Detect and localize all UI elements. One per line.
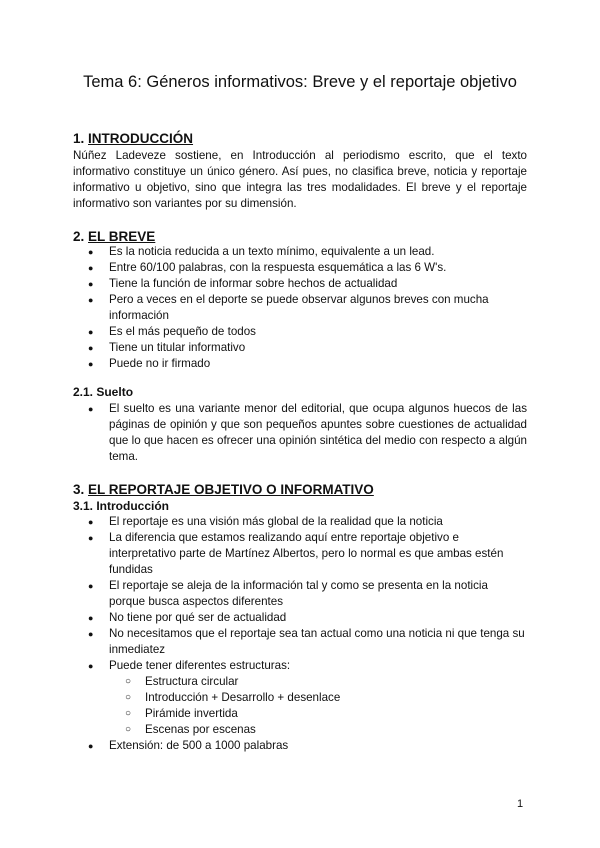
bullet-icon: ●	[88, 741, 94, 751]
bullet-icon: ●	[88, 247, 94, 257]
section-3-heading	[73, 481, 374, 498]
list-item: ● Tiene la función de informar sobre hechos de actualidad	[88, 277, 398, 290]
section-2-number: 2.	[73, 229, 85, 244]
list-item: ● El reportaje es una visión más global de la realidad que la noticia	[88, 515, 443, 528]
list-item: ● El reportaje se aleja de la información tal y como se presenta en la noticia porque busca aspectos diferentes	[88, 579, 488, 608]
bullet-icon: ●	[88, 517, 94, 527]
list-item: ● Tiene un titular informativo	[88, 341, 246, 354]
page-number: 1	[517, 798, 524, 810]
bullet-icon: ●	[88, 359, 94, 369]
list-item: ● Extensión: de 500 a 1000 palabras	[88, 739, 289, 752]
structures-sublist	[109, 674, 527, 738]
bullet-icon: ●	[88, 279, 94, 289]
bullet-icon: ●	[88, 343, 94, 353]
subsection-3-1-heading: 3.1. Introducción	[73, 499, 170, 513]
list-item: ● La diferencia que estamos realizando aquí entre reportaje objetivo e interpretativo parte de Martínez Albertos, pero lo normal es que ambas estén fundidas	[88, 531, 504, 576]
list-item: ● No tiene por qué ser de actualidad	[88, 611, 287, 624]
breve-list	[73, 244, 527, 372]
circle-bullet-icon: ○	[125, 692, 132, 703]
list-item: ● Es el más pequeño de todos	[88, 325, 256, 338]
sublist-item: ○ Introducción + Desarrollo + desenlace	[125, 691, 341, 704]
bullet-icon: ●	[88, 533, 94, 543]
section-3-number: 3.	[73, 482, 85, 497]
sublist-item: ○ Estructura circular	[125, 675, 239, 688]
section-1-number: 1.	[73, 131, 85, 146]
bullet-icon: ●	[88, 404, 94, 414]
bullet-icon: ●	[88, 661, 94, 671]
list-item: ● Es la noticia reducida a un texto mínimo, equivalente a un lead.	[88, 245, 435, 258]
list-item: ● Puede no ir firmado	[88, 357, 211, 370]
list-item: ● Puede tener diferentes estructuras: ○ Estructura circular ○ Introducción + Desarrollo + desenlace ○ Pirámide invertida ○ Escenas por escenas	[73, 658, 527, 738]
bullet-icon: ●	[88, 295, 94, 305]
list-item: ● El suelto es una variante menor del editorial, que ocupa algunos huecos de las páginas de opinión y que son pequeños apuntes sobre cuestiones de actualidad que lo que hacen es ofrecer una opinión sintética del medio con respecto a algún tema.	[88, 402, 527, 463]
sublist-item: ○ Pirámide invertida	[125, 707, 238, 720]
section-3-title: EL REPORTAJE OBJETIVO O INFORMATIVO	[88, 482, 374, 497]
bullet-icon: ●	[88, 327, 94, 337]
bullet-icon: ●	[88, 613, 94, 623]
circle-bullet-icon: ○	[125, 724, 132, 735]
list-item: ● No necesitamos que el reportaje sea tan actual como una noticia ni que tenga su inmediatez	[88, 627, 525, 656]
list-item: ● Pero a veces en el deporte se puede observar algunos breves con mucha información	[88, 293, 489, 322]
circle-bullet-icon: ○	[125, 708, 132, 719]
circle-bullet-icon: ○	[125, 676, 132, 687]
document-title: Tema 6: Géneros informativos: Breve y el reportaje objetivo	[83, 73, 517, 91]
section-1-title: INTRODUCCIÓN	[88, 131, 194, 146]
list-item: ● Entre 60/100 palabras, con la respuesta esquemática a las 6 W's.	[88, 261, 447, 274]
bullet-icon: ●	[88, 263, 94, 273]
bullet-icon: ●	[88, 629, 94, 639]
suelto-list	[73, 401, 527, 465]
section-1-heading	[73, 130, 193, 147]
section-2-title: EL BREVE	[88, 229, 156, 244]
bullet-icon: ●	[88, 581, 94, 591]
reportaje-list	[73, 514, 527, 754]
sublist-item: ○ Escenas por escenas	[125, 723, 256, 736]
section-2-heading	[73, 228, 155, 245]
section-1-paragraph: Núñez Ladeveze sostiene, en Introducción al periodismo escrito, que el texto informativo constituye un único género. Así pues, no clasifica breve, noticia y reportaje informativo u objetivo, sino que integra las tres modalidades. El breve y el reportaje informativo son variantes por su dimensión.	[73, 149, 527, 210]
subsection-2-1-heading: 2.1. Suelto	[73, 385, 134, 399]
